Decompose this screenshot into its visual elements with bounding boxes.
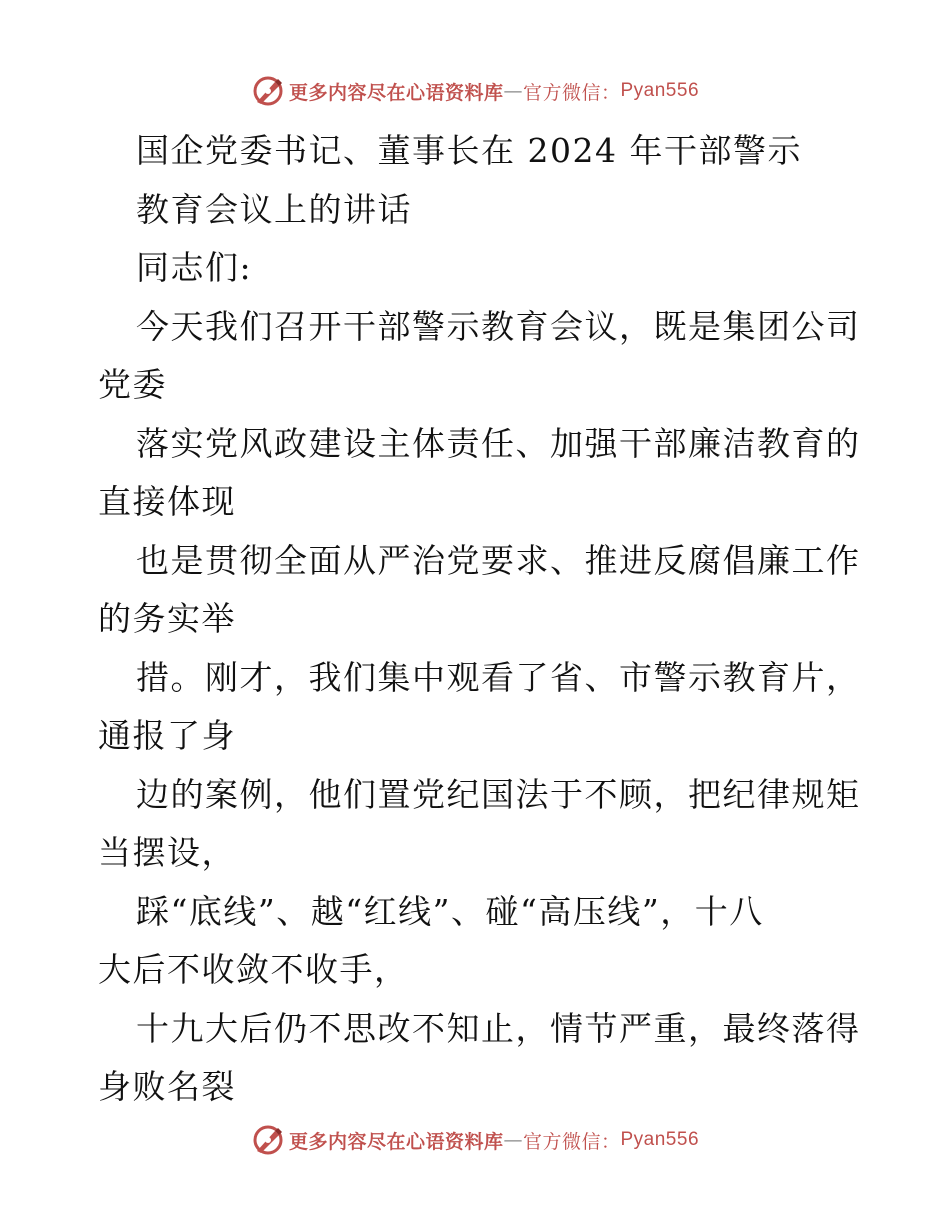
banner-separator: —: [503, 80, 523, 102]
doc-line: 大后不收敛不收手，: [98, 950, 409, 989]
banner-wechat-id: Pyan556: [620, 80, 700, 101]
doc-line: 党委: [98, 365, 167, 404]
doc-line: 也是贯彻全面从严治党要求、推进反腐倡廉工作: [136, 540, 861, 580]
banner-separator: —: [503, 1129, 523, 1151]
pen-logo-icon: [251, 1123, 285, 1157]
doc-line: 踩“底线”、越“红线”、碰“高压线”，十八: [136, 891, 764, 931]
doc-salutation: 同志们:: [136, 248, 253, 287]
doc-line: 当摆设，: [98, 833, 236, 872]
doc-line: 通报了身: [98, 716, 236, 755]
doc-line: 十九大后仍不思改不知止，情节严重，最终落得: [136, 1008, 861, 1048]
doc-title-line-1: 国企党委书记、董事长在 2024 年干部警示: [136, 131, 802, 170]
footer-banner: [0, 1120, 950, 1160]
banner-text: 更多内容尽在心语资料库: [288, 81, 504, 104]
banner-label: 官方微信：: [522, 1130, 621, 1153]
banner-wechat-id: Pyan556: [620, 1129, 700, 1150]
doc-line: 落实党风政建设主体责任、加强干部廉洁教育的: [136, 423, 861, 463]
doc-line: 措。刚才，我们集中观看了省、市警示教育片，: [136, 657, 861, 697]
doc-line: 的务实举: [98, 599, 236, 638]
document-body: [0, 122, 950, 1117]
pen-logo-icon: [251, 74, 285, 108]
doc-title-line-2: 教育会议上的讲话: [136, 189, 412, 229]
banner-label: 官方微信：: [522, 81, 621, 104]
doc-line: 身败名裂: [98, 1067, 236, 1106]
doc-line: 今天我们召开干部警示教育会议，既是集团公司: [136, 306, 861, 346]
banner-text: 更多内容尽在心语资料库: [288, 1130, 504, 1153]
doc-line: 边的案例，他们置党纪国法于不顾，把纪律规矩: [136, 774, 861, 814]
header-banner: [0, 71, 950, 111]
doc-line: 直接体现: [98, 482, 236, 521]
